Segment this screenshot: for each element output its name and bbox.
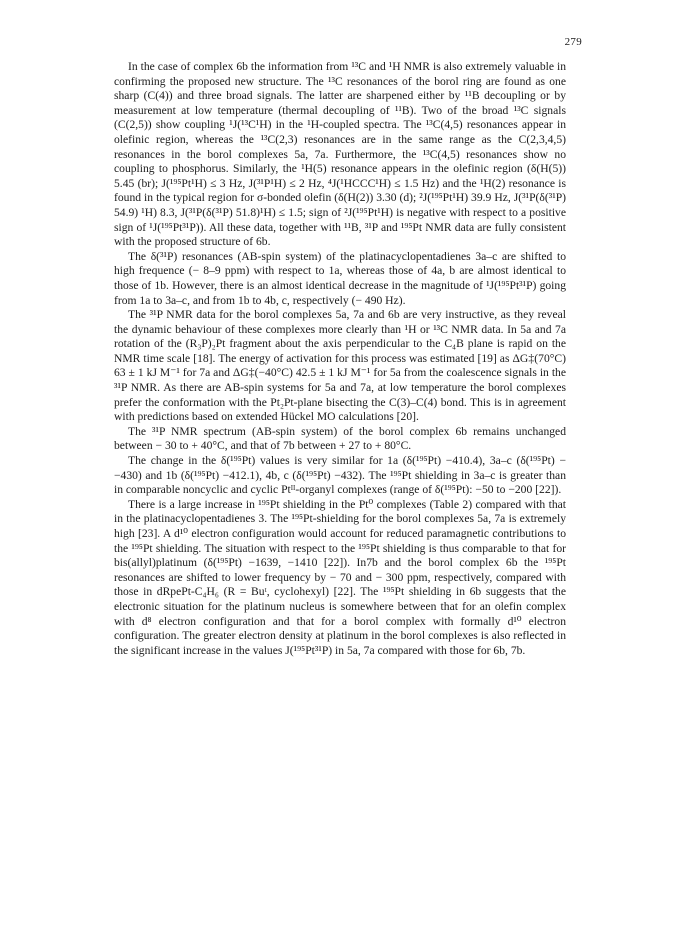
paragraph-complex-6b-nmr: In the case of complex 6b the information from ¹³C and ¹H NMR is also extremely valuable in confirming the proposed new structure. The ¹³C resonances of the borol ring are found as one sharp (C(4)) and three broad signals. The latter are sharpened either by ¹¹B decoupling or by measurement at low temperature (thermal decoupling of ¹¹B). Two of the broad ¹³C signals (C(2,5)) show coupling ¹J(¹³C¹H) in the ¹H-coupled spectra. The ¹³C(4,5) resonances appear in olefinic region, whereas the ¹³C(2,3) resonances are in the same range as the C(2,3,4,5) resonances in the borol complexes 5a, 7a. Furthermore, the ¹³C(4,5) resonances show no coupling to phosphorus. Similarly, the ¹H(5) resonance appears in the olefinic region (δ(H(5)) 5.45 (br); J(¹⁹⁵Pt¹H) ≤ 3 Hz, J(³¹P¹H) ≤ 2 Hz, ⁴J(¹HCCC¹H) ≤ 1.5 Hz) and the ¹H(2) resonance is found in the typical region for σ-bonded olefin (δ(H(2)) 3.30 (d); ²J(¹⁹⁵Pt¹H) 39.9 Hz, J(³¹P(δ(³¹P) 54.9) ¹H) 8.3, J(³¹P(δ(³¹P) 51.8)¹H) ≤ 1.5; sign of ²J(¹⁹⁵Pt¹H) is negative with respect to a positive sign of ¹J(¹⁹⁵Pt³¹P)). All these data, together with ¹¹B, ³¹P and ¹⁹⁵Pt NMR data are fully consistent with the proposed structure of 6b. [114, 60, 566, 249]
paragraph-195pt-shielding: There is a large increase in ¹⁹⁵Pt shielding in the Pt⁰ complexes (Table 2) compared with that in the platinacyclopentadienes 3. The ¹⁹⁵Pt-shielding for the borol complexes 5a, 7a is extremely high [23]. A d¹⁰ electron configuration would account for reduced paramagnetic contributions to the ¹⁹⁵Pt shielding. The situation with respect to the ¹⁹⁵Pt shielding is thus comparable to that for bis(allyl)platinum (δ(¹⁹⁵Pt) −1639, −1410 [22]). In7b and the borol complex 6b the ¹⁹⁵Pt resonances are shifted to lower frequency by − 70 and − 300 ppm, respectively, compared with those in dRpePt-C₄H₆ (R = Buᵗ, cyclohexyl) [22]. The ¹⁹⁵Pt shielding in 6b suggests that the electronic situation for the platinum nucleus is somewhere between that for an olefin complex with d⁸ electron configuration and that for a borol complex with formally d¹⁰ electron configuration. The greater electron density at platinum in the borol complexes is also reflected in the significant increase in the values J(¹⁹⁵Pt³¹P) in 5a, 7a compared with those for 6b, 7b. [114, 497, 566, 657]
paragraph-platinacyclopentadienes: The δ(³¹P) resonances (AB-spin system) of the platinacyclopentadienes 3a–c are shifted to high frequence (− 8–9 ppm) with respect to 1a, whereas those of 4a, b are almost identical to those of 1b. However, there is an almost identical decrease in the magnitude of ¹J(¹⁹⁵Pt³¹P) going from 1a to 3a–c, and from 1b to 4b, c, respectively (− 490 Hz). [114, 249, 566, 307]
article-body [114, 60, 566, 658]
page-number: 279 [564, 36, 582, 48]
paragraph-195pt-shift-change: The change in the δ(¹⁹⁵Pt) values is very similar for 1a (δ(¹⁹⁵Pt) −410.4), 3a–c (δ(¹⁹⁵Pt) − −430) and 1b (δ(¹⁹⁵Pt) −412.1), 4b, c (δ(¹⁹⁵Pt) −432). The ¹⁹⁵Pt shielding in 3a–c is greater than in comparable noncyclic and cyclic Ptᴵᴵ-organyl complexes (range of δ(¹⁹⁵Pt): −50 to −200 [22]). [114, 454, 566, 497]
paragraph-31p-spectrum-6b: The ³¹P NMR spectrum (AB-spin system) of the borol complex 6b remains unchanged between − 30 to + 40°C, and that of 7b between + 27 to + 80°C. [114, 424, 566, 453]
paragraph-31p-borol-complexes: The ³¹P NMR data for the borol complexes 5a, 7a and 6b are very instructive, as they reveal the dynamic behaviour of these complexes more clearly than ¹H or ¹³C NMR data. In 5a and 7a rotation of the (R₃P)₂Pt fragment about the axis perpendicular to the C₄B plane is rapid on the NMR time scale [18]. The energy of activation for this process was estimated [19] as ΔG‡(70°C) 63 ± 1 kJ M⁻¹ for 7a and ΔG‡(−40°C) 42.5 ± 1 kJ M⁻¹ for 5a from the coalescence signals in the ³¹P NMR. As there are AB-spin systems for 5a and 7a, at low temperature the borol complexes prefer the conformation with the Pt₂Pt-plane bisecting the C(3)–C(4) bond. This is in agreement with predictions based on extended Hückel MO calculations [20]. [114, 308, 566, 424]
